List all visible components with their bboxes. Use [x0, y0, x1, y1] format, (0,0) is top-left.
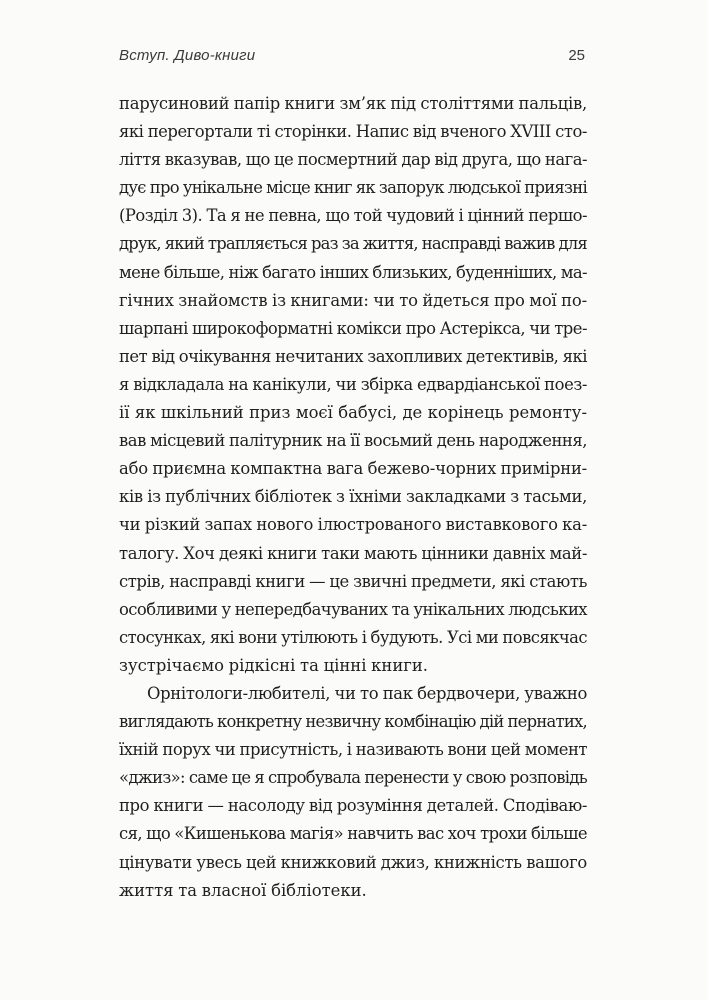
text-line: їхній порух чи присутність, і називають вони цей момент — [119, 740, 587, 760]
text-line: шарпані широкоформатні комікси про Астерікса, чи тре- — [119, 318, 587, 338]
text-line: гічних знайомств із книгами: чи то йдеться про мої по- — [119, 290, 588, 310]
text-line: зустрічаємо рідкісні та цінні книги. — [119, 655, 428, 675]
text-line: парусиновий папір книги зм’як під століттями пальців, — [119, 94, 587, 113]
text-line: пет від очікування нечитаних захопливих детективів, які — [119, 346, 587, 366]
text-line: друк, який трапляється раз за життя, насправді важив для — [119, 234, 587, 254]
text-line: особливими у непередбачуваних та унікальних людських — [119, 599, 587, 619]
text-line: чи різкий запах нового ілюстрованого виставкового ка- — [119, 515, 587, 535]
text-line: дує про унікальне місце книг як запорук людської приязні — [119, 178, 587, 198]
text-line: або приємна компактна вага бежево-чорних примірни- — [119, 459, 587, 479]
body-text — [119, 90, 587, 905]
text-line: виглядають конкретну незвичну комбінацію дій пернатих, — [119, 712, 587, 732]
text-line: «джиз»: саме це я спробувала перенести у свою розповідь — [119, 768, 587, 788]
text-line: цінувати увесь цей книжковий джиз, книжність вашого — [119, 852, 587, 872]
paragraph-2 — [119, 680, 587, 905]
page-number: 25 — [568, 47, 585, 64]
text-line: ії як шкільний приз моєї бабусі, де корінець ремонту- — [119, 403, 587, 423]
text-line: (Розділ 3). Та я не певна, що той чудовий і цінний першо- — [119, 206, 587, 226]
text-line: я відкладала на канікули, чи збірка едвардіанської поез- — [119, 374, 587, 394]
text-line: ків із публічних бібліотек з їхніми закладками з тасьми, — [119, 487, 587, 507]
text-line: вав місцевий палітурник на її восьмий день народження, — [119, 431, 587, 451]
text-line: про книги — насолоду від розуміння деталей. Сподіваю- — [119, 796, 587, 816]
text-line: ліття вказував, що це посмертний дар від друга, що нага- — [119, 150, 587, 170]
text-line: талогу. Хоч деякі книги таки мають цінники давніх май- — [119, 543, 587, 563]
text-line: мене більше, ніж багато інших близьких, буденніших, ма- — [119, 262, 587, 282]
text-line: стосунках, які вони утілюють і будують. Усі ми повсякчас — [119, 627, 588, 647]
text-line: які перегортали ті сторінки. Напис від вченого XVIII сто- — [119, 122, 587, 142]
text-line: життя та власної бібліотеки. — [119, 880, 367, 900]
text-line: стрів, насправді книги — це звичні предмети, які стають — [119, 571, 587, 591]
running-head: Вступ. Диво-книги — [119, 47, 256, 64]
text-line: Орнітологи-любителі, чи то пак бердвочери, уважно — [147, 683, 587, 703]
paragraph-1 — [119, 90, 587, 680]
text-line: ся, що «Кишенькова магія» навчить вас хоч трохи більше — [119, 824, 587, 844]
